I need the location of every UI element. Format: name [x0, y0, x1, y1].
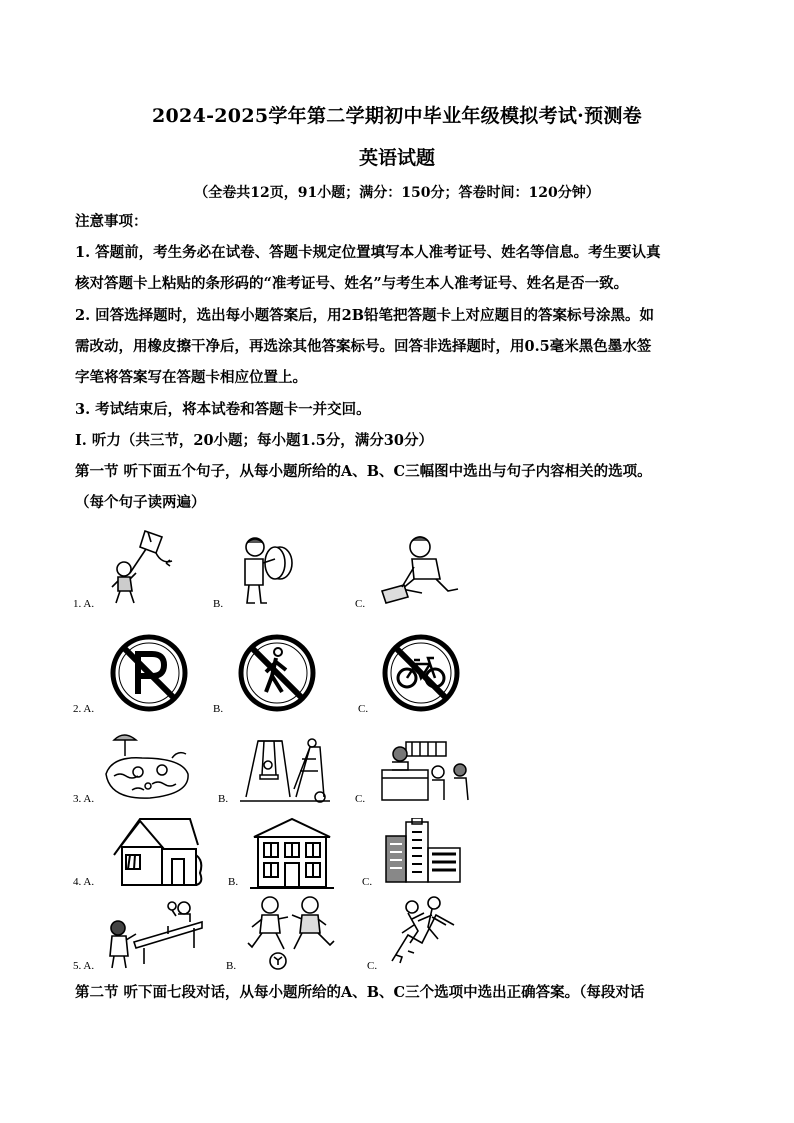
exam-info: （全卷共12页，91小题；满分：150分；答卷时间：120分钟）: [194, 185, 600, 201]
section1-instruction-cont: （每个句子读两遍）: [75, 494, 206, 511]
climbing-icon[interactable]: [388, 895, 458, 965]
exam-subject: 英语试题: [358, 147, 435, 169]
playground-icon[interactable]: [240, 735, 330, 805]
notice-line: 需改动，用橡皮擦干净后，再选涂其他答案标号。回答非选择题时，用0.5毫米黑色墨水签: [75, 338, 652, 355]
option-label: B.: [218, 793, 229, 805]
pool-icon[interactable]: [102, 728, 194, 804]
option-label: B.: [226, 960, 237, 972]
notice-line: 3. 考试结束后，将本试卷和答题卡一并交回。: [75, 401, 371, 418]
option-label: 4. A.: [73, 876, 95, 888]
section1-instruction: 第一节 听下面五个句子，从每小题所给的A、B、C三幅图中选出与句子内容相关的选项。: [75, 463, 652, 480]
notice-line: 1. 答题前，考生务必在试卷、答题卡规定位置填写本人准考证号、姓名等信息。考生要认真: [75, 244, 661, 261]
exam-title: 2024-2025学年第二学期初中毕业年级模拟考试·预测卷: [152, 105, 642, 127]
option-label: C.: [355, 793, 366, 805]
option-label: 3. A.: [73, 793, 95, 805]
kite-boy-icon[interactable]: [100, 527, 190, 609]
option-label: B.: [213, 703, 224, 715]
notice-line: 字笔将答案写在答题卡相应位置上。: [75, 369, 307, 386]
notice-line: 核对答题卡上粘贴的条形码的“准考证号、姓名”与考生本人准考证号、姓名是否一致。: [75, 275, 629, 292]
no-pedestrian-icon[interactable]: [236, 632, 318, 714]
no-parking-icon[interactable]: [108, 632, 190, 714]
table-tennis-icon[interactable]: [98, 898, 206, 970]
option-label: C.: [358, 703, 369, 715]
cottage-icon[interactable]: [110, 815, 205, 891]
option-label: B.: [228, 876, 239, 888]
option-label: C.: [362, 876, 373, 888]
option-label: 5. A.: [73, 960, 95, 972]
football-icon[interactable]: [244, 895, 340, 971]
option-label: 2. A.: [73, 703, 95, 715]
notice-line: 2. 回答选择题时，选出每小题答案后，用2B铅笔把答题卡上对应题目的答案标号涂黑。如: [75, 307, 655, 324]
house-icon[interactable]: [250, 815, 334, 891]
no-bicycle-icon[interactable]: [380, 632, 462, 714]
notice-heading: 注意事项：: [75, 213, 148, 230]
library-icon[interactable]: [378, 740, 473, 805]
drawing-boy-icon[interactable]: [378, 533, 463, 608]
option-label: 1. A.: [73, 598, 95, 610]
hospital-icon[interactable]: [382, 818, 464, 886]
drum-boy-icon[interactable]: [235, 533, 305, 608]
option-label: C.: [367, 960, 378, 972]
option-label: C.: [355, 598, 366, 610]
listening-heading: Ⅰ. 听力（共三节，20小题；每小题1.5分，满分30分）: [75, 432, 433, 449]
section2-instruction: 第二节 听下面七段对话，从每小题所给的A、B、C三个选项中选出正确答案。（每段对话: [75, 984, 645, 1001]
option-label: B.: [213, 598, 224, 610]
